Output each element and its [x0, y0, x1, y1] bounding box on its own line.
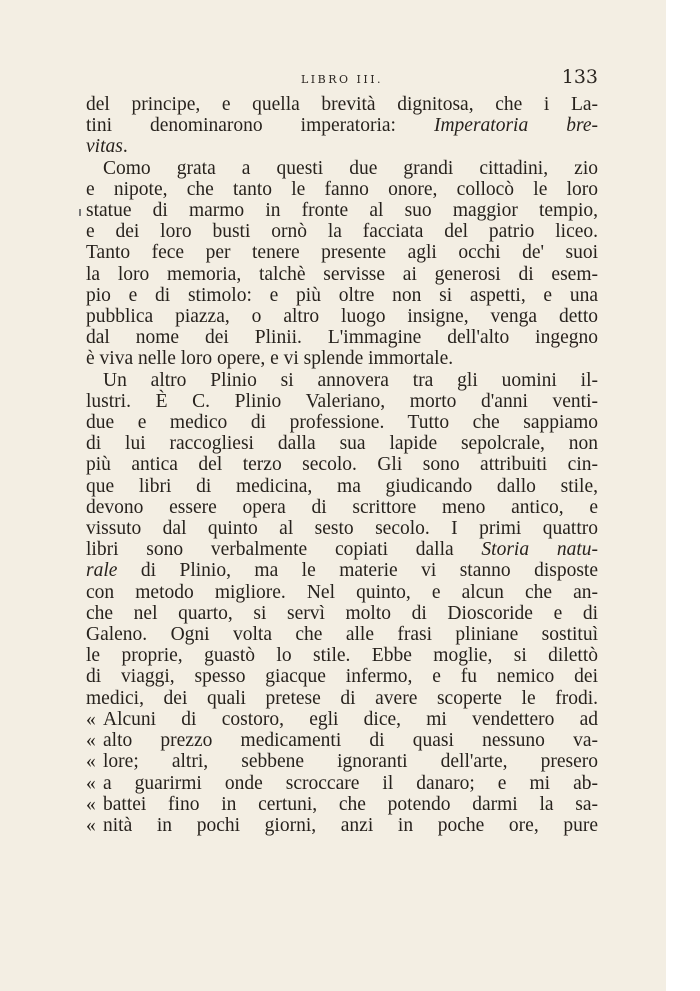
text-line: [86, 497, 598, 518]
line-text: alto prezzo medicamenti di quasi nessuno va-: [103, 730, 598, 752]
text-line: [86, 136, 598, 157]
line-text: Tanto fece per tenere presente agli occhi de' suoi: [86, 242, 598, 264]
text-line: [86, 582, 598, 603]
line-text: vissuto dal quinto al sesto secolo. I primi quattro: [86, 518, 598, 540]
text-line: [86, 306, 598, 327]
page-number: 133: [561, 66, 598, 88]
line-text: e dei loro busti ornò la facciata del patrio liceo.: [86, 221, 598, 243]
text-line: [86, 666, 598, 687]
line-text: di Plinio, ma le materie vi stanno disposte: [117, 560, 598, 582]
line-text: pubblica piazza, o altro luogo insigne, venga detto: [86, 306, 598, 328]
page-header: [86, 66, 598, 90]
text-line: [86, 221, 598, 242]
text-line: [86, 560, 598, 581]
line-text: tini denominarono imperatoria:: [86, 115, 434, 137]
text-line: [86, 730, 598, 751]
line-text: devono essere opera di scrittore meno antico, e: [86, 496, 598, 518]
text-line: [86, 264, 598, 285]
line-text: nità in pochi giorni, anzi in poche ore, pure: [103, 814, 598, 836]
running-head: LIBRO III.: [300, 73, 384, 86]
line-text: Galeno. Ogni volta che alle frasi pliniane sostituì: [86, 624, 598, 646]
text-line: [86, 794, 598, 815]
text-line: [86, 94, 598, 115]
line-text: del principe, e quella brevità dignitosa, che i La-: [86, 94, 598, 115]
line-text: lore; altri, sebbene ignoranti dell'arte, presero: [103, 751, 598, 773]
text-line: [86, 815, 598, 836]
quote-mark: «: [86, 814, 96, 836]
line-text: la loro memoria, talchè servisse ai generosi di esem-: [86, 263, 598, 285]
line-text: lustri. È C. Plinio Valeriano, morto d'anni venti-: [86, 390, 598, 412]
line-text: due e medico di professione. Tutto che sappiamo: [86, 412, 598, 434]
italic-text: rale: [86, 560, 118, 582]
text-line: [86, 433, 598, 454]
text-line: [86, 688, 598, 709]
quote-mark: «: [86, 793, 96, 815]
body-text: [86, 94, 598, 836]
quote-mark: «: [86, 751, 96, 773]
italic-text: Imperatoria bre-: [433, 115, 598, 137]
text-line: [86, 709, 598, 730]
text-line: [86, 370, 598, 391]
quote-mark: «: [86, 730, 96, 752]
line-text: .: [122, 136, 128, 158]
text-line: [86, 476, 598, 497]
line-text: che nel quarto, si servì molto di Dioscoride e di: [86, 602, 598, 624]
line-text: dal nome dei Plinii. L'immagine dell'alto ingegno: [86, 327, 598, 349]
line-text: di lui raccogliesi dalla sua lapide sepolcrale, non: [86, 433, 598, 455]
text-line: [86, 454, 598, 475]
text-line: [86, 751, 598, 772]
line-text: libri sono verbalmente copiati dalla: [86, 539, 482, 561]
line-text: medici, dei quali pretese di avere scoperte le frodi.: [86, 687, 598, 709]
line-text: pio e di stimolo: e più oltre non si aspetti, e una: [86, 284, 598, 306]
text-line: [86, 115, 598, 136]
text-line: [86, 603, 598, 624]
text-line: [86, 773, 598, 794]
line-text: con metodo migliore. Nel quinto, e alcun che an-: [86, 581, 598, 603]
quote-mark: «: [86, 708, 96, 730]
line-text: di viaggi, spesso giacque infermo, e fu nemico dei: [86, 666, 598, 688]
quote-mark: «: [86, 772, 96, 794]
text-line: [86, 645, 598, 666]
text-line: [86, 242, 598, 263]
text-line: [86, 412, 598, 433]
line-text: que libri di medicina, ma giudicando dallo stile,: [86, 475, 598, 497]
line-text: e nipote, che tanto le fanno onore, collocò le loro: [86, 178, 598, 200]
italic-text: Storia natu-: [481, 539, 598, 561]
line-text: Un altro Plinio si annovera tra gli uomini il-: [103, 369, 598, 391]
text-line: [86, 327, 598, 348]
line-text: battei fino in certuni, che potendo darmi la sa-: [103, 793, 598, 815]
line-text: a guarirmi onde scroccare il danaro; e mi ab-: [103, 772, 598, 794]
text-line: [86, 518, 598, 539]
text-line: [86, 179, 598, 200]
line-text: le proprie, guastò lo stile. Ebbe moglie, si dilettò: [86, 645, 598, 667]
text-line: [86, 200, 598, 221]
margin-mark: [79, 209, 81, 216]
line-text: è viva nelle loro opere, e vi splende immortale.: [86, 348, 454, 370]
text-line: [86, 285, 598, 306]
line-text: statue di marmo in fronte al suo maggior tempio,: [86, 200, 598, 222]
text-line: [86, 158, 598, 179]
line-text: Como grata a questi due grandi cittadini, zio: [103, 157, 598, 179]
text-line: [86, 348, 598, 369]
text-line: [86, 539, 598, 560]
line-text: più antica del terzo secolo. Gli sono attribuiti cin-: [86, 454, 598, 476]
line-text: Alcuni di costoro, egli dice, mi vendettero ad: [103, 708, 598, 730]
text-line: [86, 624, 598, 645]
text-line: [86, 391, 598, 412]
italic-text: vitas: [86, 136, 123, 158]
